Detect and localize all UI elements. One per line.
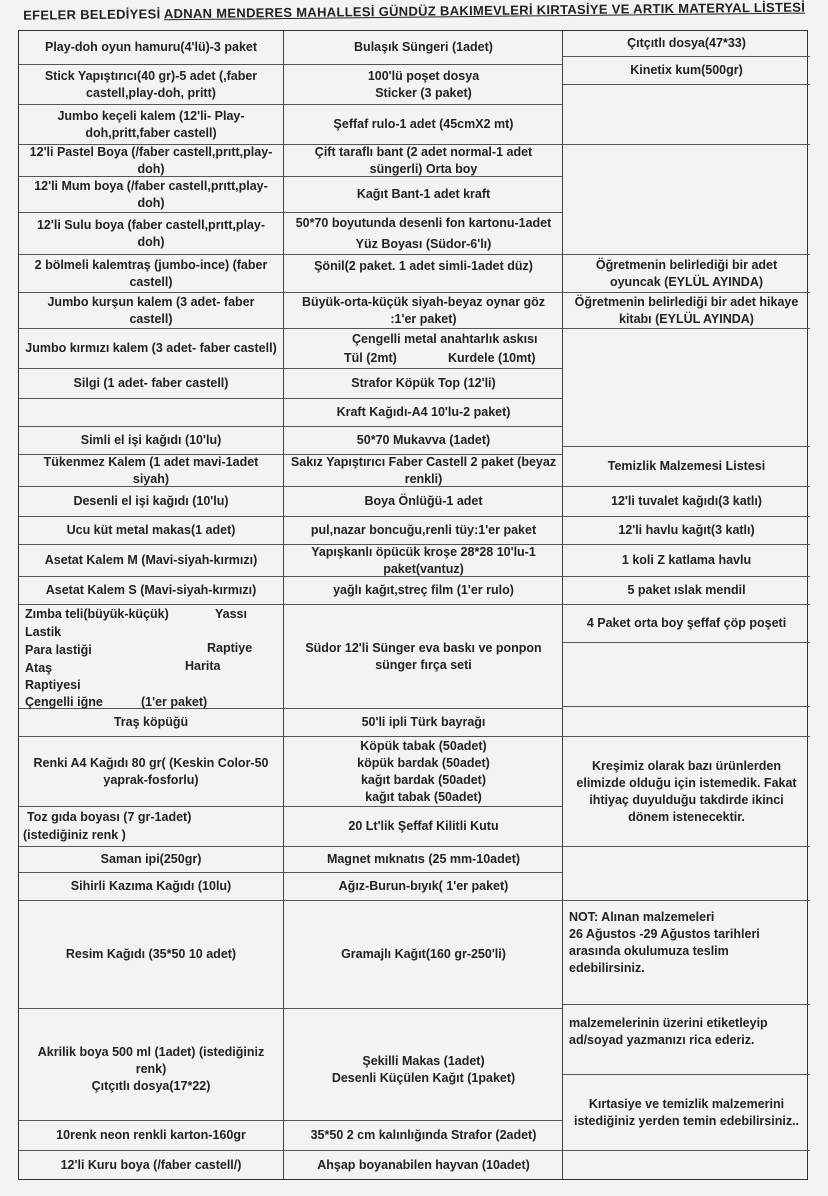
- list-item: [284, 65, 563, 105]
- list-item-line: Akrilik boya 500 ml (1adet) (istediğiniz renk): [37, 1045, 265, 1076]
- list-item: Ucu küt metal makas(1 adet): [19, 517, 283, 545]
- list-item: pul,nazar boncuğu,renli tüy:1'er paket: [284, 517, 563, 545]
- material-list-table: [18, 30, 808, 1180]
- misc-item: Harita: [185, 659, 221, 673]
- label-note: malzemelerinin üzerini etiketleyip ad/soyad yazmanızı rica ederiz.: [563, 1005, 810, 1075]
- list-item-line: Kurdele (10mt): [448, 351, 536, 365]
- misc-item: Raptiye: [207, 641, 253, 655]
- empty-cell: [563, 1151, 810, 1179]
- misc-item: Raptiyesi: [25, 678, 81, 692]
- list-item: 12'li Mum boya (/faber castell,prıtt,play-doh): [19, 177, 283, 213]
- list-item: Boya Önlüğü-1 adet: [284, 487, 563, 517]
- list-item: Play-doh oyun hamuru(4'lü)-3 paket: [19, 31, 283, 65]
- list-item: [284, 1009, 563, 1121]
- list-item: 10renk neon renkli karton-160gr: [19, 1121, 283, 1151]
- misc-item: Zımba teli(büyük-küçük): [25, 607, 169, 621]
- list-item-line: Tül (2mt): [344, 351, 397, 365]
- list-item: 1 koli Z katlama havlu: [563, 545, 810, 577]
- list-item-line: (istediğiniz renk ): [23, 828, 126, 842]
- list-item: [284, 737, 563, 807]
- list-item: Ahşap boyanabilen hayvan (10adet): [317, 1157, 530, 1172]
- misc-supplies-cell: [19, 605, 283, 709]
- empty-cell: [563, 329, 810, 447]
- list-item: 5 paket ıslak mendil: [563, 577, 810, 605]
- list-item: Sihirli Kazıma Kağıdı (10lu): [19, 873, 283, 901]
- list-item: Jumbo kurşun kalem (3 adet- faber castell): [19, 293, 283, 329]
- list-item: Çift taraflı bant (2 adet normal-1 adet süngerli) Orta boy: [284, 145, 563, 177]
- list-item-line: Şekilli Makas (1adet): [362, 1053, 485, 1068]
- list-item: 12'li tuvalet kağıdı(3 katlı): [563, 487, 810, 517]
- list-item-line: 50*70 boyutunda desenli fon kartonu-1adet: [295, 215, 552, 230]
- list-item: Öğretmenin belirlediği bir adet oyuncak (EYLÜL AYINDA): [563, 255, 810, 293]
- misc-item: Yassı: [215, 607, 247, 621]
- list-item: Gramajlı Kağıt(160 gr-250'li): [284, 901, 563, 1009]
- list-item-line: köpük bardak (50adet): [357, 755, 490, 770]
- list-item: Kraft Kağıdı-A4 10'lu-2 paket): [284, 399, 563, 427]
- list-item: 12'li havlu kağıt(3 katlı): [563, 517, 810, 545]
- list-item: Saman ipi(250gr): [19, 847, 283, 873]
- list-item-line: kağıt tabak (50adet): [365, 789, 482, 804]
- list-item: Traş köpüğü: [19, 709, 283, 737]
- list-item: Şeffaf rulo-1 adet (45cmX2 mt): [284, 105, 563, 145]
- misc-item: Ataş: [25, 661, 53, 675]
- list-item: Resim Kağıdı (35*50 10 adet): [19, 901, 283, 1009]
- misc-item: Lastik: [25, 625, 62, 639]
- list-item: Tükenmez Kalem (1 adet mavi-1adet siyah): [19, 455, 283, 487]
- list-item-line: Yüz Boyası (Südor-6'lı): [355, 236, 492, 251]
- list-item: 50'li ipli Türk bayrağı: [284, 709, 563, 737]
- column-3: [562, 31, 810, 1179]
- section-heading-cleaning: Temizlik Malzemesi Listesi: [563, 447, 810, 487]
- list-item: Sakız Yapıştırıcı Faber Castell 2 paket (beyaz renkli): [284, 455, 563, 487]
- empty-cell: [563, 847, 810, 901]
- list-item: Desenli el işi kağıdı (10'lu): [19, 487, 283, 517]
- list-item-line: Desenli Küçülen Kağıt (1paket): [331, 1070, 516, 1085]
- list-item: 12'li Pastel Boya (/faber castell,prıtt,play-doh): [19, 145, 283, 177]
- list-item: Simli el işi kağıdı (10'lu): [19, 427, 283, 455]
- misc-item: Çengelli iğne: [25, 695, 103, 709]
- list-item-empty: [19, 399, 283, 427]
- list-item: Asetat Kalem S (Mavi-siyah-kırmızı): [19, 577, 283, 605]
- list-item: Ağız-Burun-bıyık( 1'er paket): [284, 873, 563, 901]
- info-note: Kreşimiz olarak bazı ürünlerden elimizde olduğu için istemedik. Fakat ihtiyaç duyulduğu takdirde ikinci dönem istenecektir.: [563, 737, 810, 847]
- misc-item: (1'er paket): [141, 695, 208, 709]
- list-item: [19, 1009, 283, 1121]
- list-item: Strafor Köpük Top (12'li): [284, 369, 563, 399]
- list-item: 4 Paket orta boy şeffaf çöp poşeti: [563, 605, 810, 643]
- list-item: 35*50 2 cm kalınlığında Strafor (2adet): [284, 1121, 563, 1151]
- empty-cell: [563, 85, 810, 145]
- list-item-line: Çıtçıtlı dosya(17*22): [91, 1079, 211, 1093]
- list-item-line: Çengelli metal anahtarlık askısı: [352, 332, 538, 346]
- list-item: Bulaşık Süngeri (1adet): [284, 31, 563, 65]
- delivery-note: [563, 901, 810, 1005]
- supply-note: Kırtasiye ve temizlik malzemerini istediğiniz yerden temin edebilirsiniz..: [563, 1075, 810, 1151]
- list-item-line: Sticker (3 paket): [375, 85, 472, 100]
- list-item: yağlı kağıt,streç film (1'er rulo): [284, 577, 563, 605]
- list-item-line: Köpük tabak (50adet): [360, 738, 487, 753]
- list-item: Südor 12'li Sünger eva baskı ve ponpon sünger fırça seti: [284, 605, 563, 709]
- misc-item: Para lastiği: [25, 643, 92, 657]
- list-item: [284, 213, 563, 255]
- empty-cell: [563, 707, 810, 737]
- list-item: 50*70 Mukavva (1adet): [284, 427, 563, 455]
- column-2: [283, 31, 563, 1179]
- note-text: 26 Ağustos -29 Ağustos tarihleri arasında okulumuza teslim edebilirsiniz.: [569, 927, 760, 975]
- list-item: Jumbo keçeli kalem (12'li- Play-doh,pritt,faber castell): [19, 105, 283, 145]
- list-item: Kağıt Bant-1 adet kraft: [284, 177, 563, 213]
- column-1: [19, 31, 283, 1179]
- list-item: [284, 329, 563, 369]
- list-item: Yapışkanlı öpücük kroşe 28*28 10'lu-1 paket(vantuz): [284, 545, 563, 577]
- list-item: Silgi (1 adet- faber castell): [19, 369, 283, 399]
- list-item-line: Toz gıda boyası (7 gr-1adet): [27, 810, 192, 824]
- list-item: [19, 807, 283, 847]
- title-part-municipality: EFELER BELEDİYESİ: [23, 6, 161, 23]
- list-item: Jumbo kırmızı kalem (3 adet- faber castell): [19, 329, 283, 369]
- list-item-line: 100'lü poşet dosya: [367, 68, 480, 83]
- title-part-list: ADNAN MENDERES MAHALLESİ GÜNDÜZ BAKIMEVLERİ KIRTASİYE VE ARTIK MATERYAL LİSTESİ: [163, 0, 806, 22]
- list-item: Renki A4 Kağıdı 80 gr( (Keskin Color-50 yaprak-fosforlu): [19, 737, 283, 807]
- list-item: 20 Lt'lik Şeffaf Kilitli Kutu: [284, 807, 563, 847]
- list-item: 12'li Sulu boya (faber castell,prıtt,play-doh): [19, 213, 283, 255]
- list-item: Şönil(2 paket. 1 adet simli-1adet düz): [284, 255, 563, 293]
- list-item: 12'li Kuru boya (/faber castell/): [60, 1157, 242, 1172]
- list-item: Kinetix kum(500gr): [563, 57, 810, 85]
- list-item: Asetat Kalem M (Mavi-siyah-kırmızı): [19, 545, 283, 577]
- list-item: Stick Yapıştırıcı(40 gr)-5 adet (,faber castell,play-doh, pritt): [19, 65, 283, 105]
- note-heading: NOT: Alınan malzemeleri: [569, 910, 715, 924]
- empty-cell: [563, 145, 810, 255]
- page-title: [0, 0, 828, 30]
- list-item: 2 bölmeli kalemtraş (jumbo-ince) (faber castell): [19, 255, 283, 293]
- list-item: Büyük-orta-küçük siyah-beyaz oynar göz :1'er paket): [284, 293, 563, 329]
- list-item: Magnet mıknatıs (25 mm-10adet): [284, 847, 563, 873]
- list-item: Çıtçıtlı dosya(47*33): [563, 31, 810, 57]
- list-item: Öğretmenin belirlediği bir adet hikaye kitabı (EYLÜL AYINDA): [563, 293, 810, 329]
- list-item-line: kağıt bardak (50adet): [360, 772, 487, 787]
- empty-cell: [563, 643, 810, 707]
